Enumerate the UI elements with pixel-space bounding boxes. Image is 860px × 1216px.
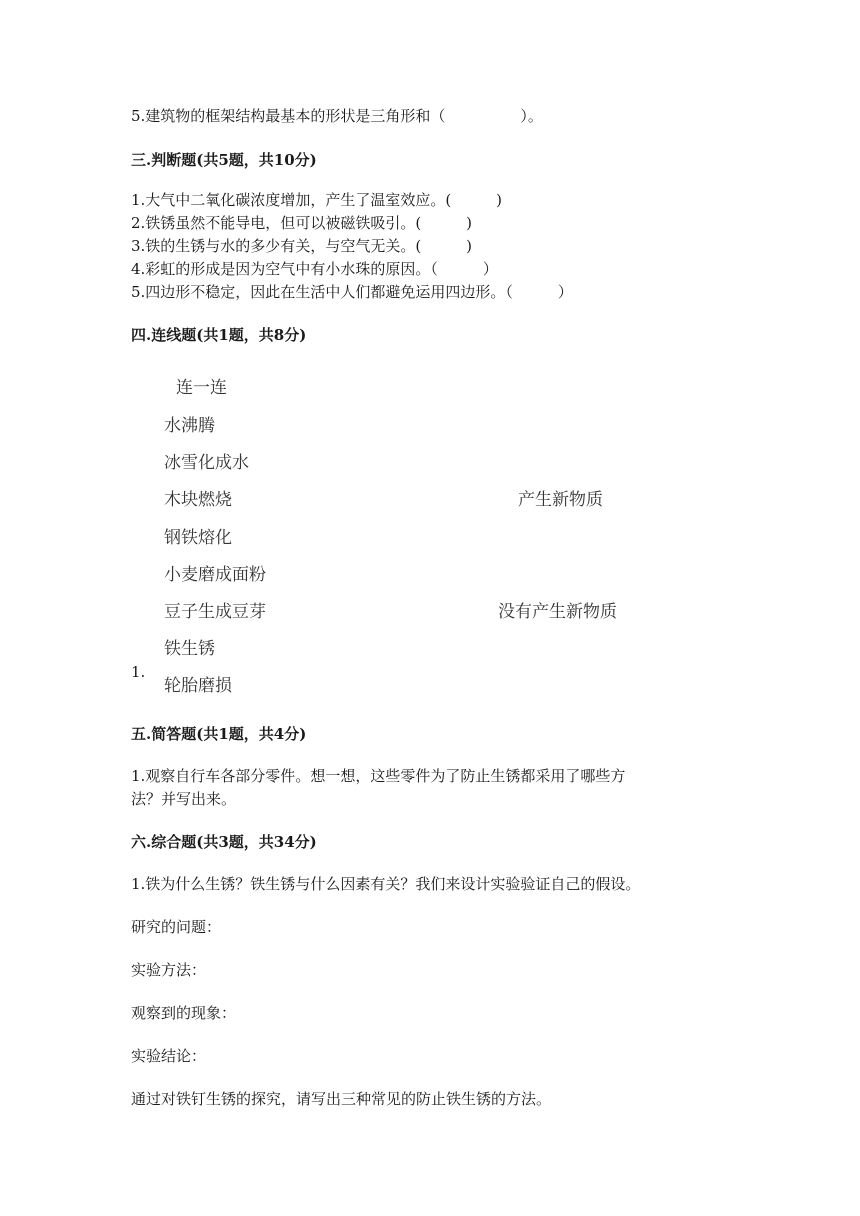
judge-item-3: 3.铁的生锈与水的多少有关，与空气无关。( ): [131, 237, 473, 255]
question-5-1-line2: 法？并写出来。: [131, 790, 237, 808]
left-item: 小麦磨成面粉: [164, 565, 266, 585]
left-item: 钢铁熔化: [164, 528, 232, 548]
prompt-method: 实验方法：: [131, 961, 207, 979]
left-item: 水沸腾: [164, 416, 215, 436]
prompt-research-question: 研究的问题：: [131, 918, 222, 936]
question-2-5: 5.建筑物的框架结构最基本的形状是三角形和（ ）。: [131, 107, 543, 125]
question-6-final: 通过对铁钉生锈的探究，请写出三种常见的防止铁生锈的方法。: [131, 1090, 552, 1108]
left-item: 豆子生成豆芽: [164, 602, 266, 622]
question-6-1: 1.铁为什么生锈？铁生锈与什么因素有关？我们来设计实验验证自己的假设。: [131, 875, 641, 893]
section-3-heading: 三.判断题(共5题，共10分): [131, 151, 317, 169]
figure-title: 连一连: [176, 378, 227, 398]
section-5-heading: 五.简答题(共1题，共4分): [131, 725, 307, 743]
left-item: 冰雪化成水: [164, 453, 249, 473]
left-item: 木块燃烧: [164, 490, 232, 510]
judge-item-4: 4.彩虹的形成是因为空气中有小水珠的原因。（ ）: [131, 260, 498, 278]
prompt-conclusion: 实验结论：: [131, 1047, 207, 1065]
judge-item-2: 2.铁锈虽然不能导电，但可以被磁铁吸引。( ): [131, 214, 473, 232]
left-item: 轮胎磨损: [164, 676, 232, 696]
question-5-1-line1: 1.观察自行车各部分零件。想一想，这些零件为了防止生锈都采用了哪些方: [131, 767, 626, 785]
right-item: 产生新物质: [518, 490, 603, 510]
judge-item-5: 5.四边形不稳定，因此在生活中人们都避免运用四边形。（ ）: [131, 283, 573, 301]
matching-figure: [150, 365, 670, 705]
prompt-observation: 观察到的现象：: [131, 1004, 237, 1022]
question-4-1-number: 1.: [131, 663, 146, 681]
left-item: 铁生锈: [164, 639, 215, 659]
right-item: 没有产生新物质: [498, 602, 617, 622]
section-6-heading: 六.综合题(共3题，共34分): [131, 833, 317, 851]
judge-item-1: 1.大气中二氧化碳浓度增加，产生了温室效应。( ): [131, 191, 503, 209]
section-4-heading: 四.连线题(共1题，共8分): [131, 326, 307, 344]
